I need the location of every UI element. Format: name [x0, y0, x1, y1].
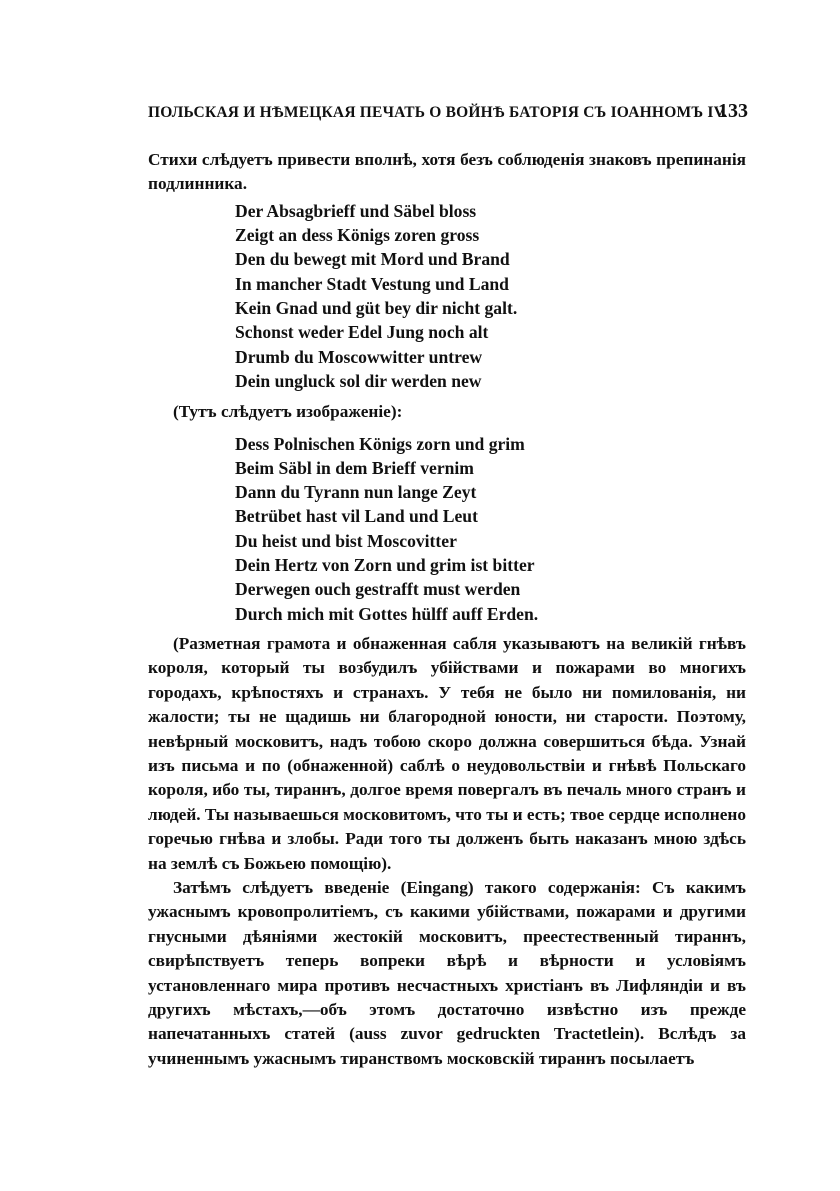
verse-line: Schonst weder Edel Jung noch alt — [235, 322, 489, 343]
introduction-paragraph: Затѣмъ слѣдуетъ введеніе (Eingang) такого содержанія: Съ какимъ ужаснымъ кровопролитіемъ, съ какими убійствами, пожарами и другими гнусными дѣяніями жестокій московитъ, преестественный тираннъ, свирѣпствуетъ теперь вопреки вѣрѣ и вѣрности и условіямъ установленнаго мира противъ несчастныхъ христіанъ въ Лифляндіи и въ другихъ мѣстахъ,—объ этомъ достаточно извѣстно изъ прежде напечатанныхъ статей (auss zuvor gedruckten Tractetlein). Вслѣдъ за учиненнымъ ужаснымъ тиранствомъ московскій тираннъ посылаетъ — [148, 878, 746, 1068]
verse-block-1 — [148, 199, 746, 393]
image-note: (Тутъ слѣдуетъ изображеніе): — [173, 402, 403, 422]
verse-line: Dein ungluck sol dir werden new — [235, 370, 482, 391]
verse-block-2 — [148, 432, 746, 626]
intro-paragraph: Стихи слѣдуетъ привести вполнѣ, хотя безъ соблюденія знаковъ препинанія подлинника. — [148, 150, 746, 194]
page-body — [148, 148, 746, 1071]
translation-paragraph: (Разметная грамота и обнаженная сабля указываютъ на великій гнѣвъ короля, который ты возбудилъ убійствами и пожарами во многихъ городахъ, крѣпостяхъ и странахъ. У тебя не было ни помилованія, ни жалости; ты не щадишь ни благородной юности, ни старости. Поэтому, невѣрный московитъ, надъ тобою скоро должна совершиться бѣда. Узнай изъ письма и по (обнаженной) саблѣ о неудовольствіи и гнѣвѣ Польскаго короля, ибо ты, тираннъ, долгое время повергалъ въ печаль много странъ и людей. Ты называешься московитомъ, что ты и есть; твое сердце исполнено горечью гнѣва и злобы. Ради того ты долженъ быть наказанъ мною здѣсь на землѣ съ Божьею помощію). — [148, 633, 746, 873]
verse-line: Der Absagbrieff und Säbel bloss — [235, 200, 477, 221]
verse-line: Beim Säbl in dem Brieff vernim — [235, 457, 474, 478]
verse-line: Den du bewegt mit Mord und Brand — [235, 249, 510, 270]
verse-line: Dein Hertz von Zorn und grim ist bitter — [235, 555, 535, 576]
verse-line: Drumb du Moscowwitter untrew — [235, 346, 483, 367]
page-number: 133 — [718, 100, 748, 122]
running-header — [148, 100, 748, 122]
verse-line: Durch mich mit Gottes hülff auff Erden. — [235, 603, 539, 624]
verse-line: Zeigt an dess Königs zoren gross — [235, 225, 480, 246]
running-title: ПОЛЬСКАЯ И НѢМЕЦКАЯ ПЕЧАТЬ О ВОЙНѢ БАТОРІЯ СЪ ІОАННОМЪ IV. — [148, 104, 728, 121]
verse-line: Kein Gnad und güt bey dir nicht galt. — [235, 298, 518, 318]
verse-line: Derwegen ouch gestrafft must werden — [235, 579, 521, 600]
verse-line: Betrübet hast vil Land und Leut — [235, 506, 478, 527]
verse-line: Du heist und bist Moscovitter — [235, 530, 457, 551]
verse-line: Dann du Tyrann nun lange Zeyt — [235, 482, 477, 503]
verse-line: Dess Polnischen Königs zorn und grim — [235, 433, 525, 454]
verse-line: In mancher Stadt Vestung und Land — [235, 273, 509, 294]
